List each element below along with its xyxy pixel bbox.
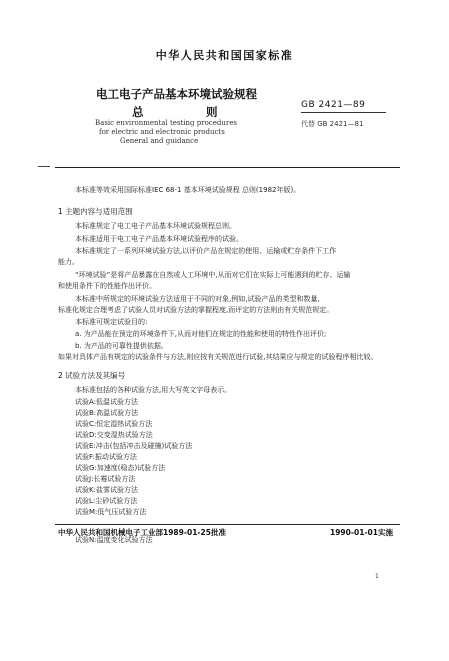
test-method-item: 试验G:加速度(稳态)试验方法 <box>75 464 166 472</box>
test-method-item: 试验F:振动试验方法 <box>75 453 137 461</box>
document-title-line2-first: 总 <box>132 105 144 119</box>
english-title-line1: Basic environmental testing procedures <box>95 119 237 127</box>
implementation-date: 1990-01-01实施 <box>330 528 393 537</box>
section-1-paragraph: a. 为产品能在预定的环境条件下,从而对他们在规定的性能和使用的特性作出评价; <box>75 330 327 338</box>
section-1-paragraph: 能力。 <box>58 258 79 266</box>
document-header: 中华人民共和国国家标准 <box>155 49 294 62</box>
section-1-heading: 1 主题内容与适用范围 <box>58 207 133 216</box>
section-1-paragraph: 本标准中所规定的环境试验方法适用于不同的对象,例如,试验产品的类型和数量, <box>75 295 320 303</box>
section-1-paragraph: “环境试验”是将产品暴露在自然或人工环境中,从而对它们在实际上可能遇到的贮存、运输 <box>75 271 351 279</box>
test-method-item: 试验L:尘砂试验方法 <box>75 497 138 505</box>
section-1-paragraph: 如果对具体产品有规定的试验条件与方法,则应按有关规范进行试验,其结果应与规定的试验程序相比较。 <box>58 353 378 361</box>
english-title-line3: General and guidance <box>120 137 199 145</box>
section-1-paragraph: b. 为产品的可靠性提供依据。 <box>75 342 168 350</box>
test-method-item: 试验C:恒定湿热试验方法 <box>75 420 153 428</box>
test-method-item: 试验J:长霉试验方法 <box>75 475 136 483</box>
page-number: 1 <box>375 573 379 580</box>
standard-number: GB 2421—89 <box>301 100 366 110</box>
header-rule-left-segment <box>38 166 50 167</box>
intro-paragraph: 本标准等效采用国际标准IEC 68-1 基本环境试验规程 总则(1982年版)。 <box>75 186 301 194</box>
replaces-standard: 代替 GB 2421—81 <box>301 120 364 128</box>
test-method-item: 试验N:温度变化试验方法 <box>75 536 153 544</box>
section-2-heading: 2 试验方法及其编号 <box>58 371 126 380</box>
standard-number-underline <box>301 112 386 113</box>
approval-note: 中华人民共和国机械电子工业部1989-01-25批准 <box>58 528 226 537</box>
test-method-item: 试验K:盐雾试验方法 <box>75 486 138 494</box>
document-title-line1: 电工电子产品基本环境试验规程 <box>96 87 257 101</box>
section-1-paragraph: 标准化规定合理考虑了试验人员对试验方法的掌握程度,而评定的方法则由有关规范规定。 <box>58 306 334 314</box>
footer-rule <box>55 524 400 525</box>
test-method-item: 试验E:冲击(包括冲击及碰撞)试验方法 <box>75 442 193 450</box>
document-title-line2-second: 则 <box>206 105 218 119</box>
test-method-item: 试验D:交变湿热试验方法 <box>75 431 153 439</box>
english-title-line2: for electric and electronic products <box>99 128 225 136</box>
section-2-intro: 本标准包括的各种试验方法,用大写英文字母表示。 <box>75 386 232 394</box>
section-1-paragraph: 本标准规定了电工电子产品基本环境试验规程总则。 <box>75 222 236 230</box>
section-1-paragraph: 和使用条件下的性能作出评价。 <box>58 282 156 290</box>
test-method-item: 试验A:低温试验方法 <box>75 398 139 406</box>
header-rule <box>55 167 400 168</box>
section-1-paragraph: 本标准适用于电工电子产品基本环境试验程序的试验。 <box>75 235 243 243</box>
section-1-paragraph: 本标准规定了一系列环境试验方法,以评价产品在规定的使用、运输或贮存条件下工作 <box>75 247 337 255</box>
test-method-item: 试验B:高温试验方法 <box>75 409 139 417</box>
section-1-paragraph: 本标准可规定试验目的: <box>75 318 148 326</box>
test-method-item: 试验M:低气压试验方法 <box>75 508 147 516</box>
